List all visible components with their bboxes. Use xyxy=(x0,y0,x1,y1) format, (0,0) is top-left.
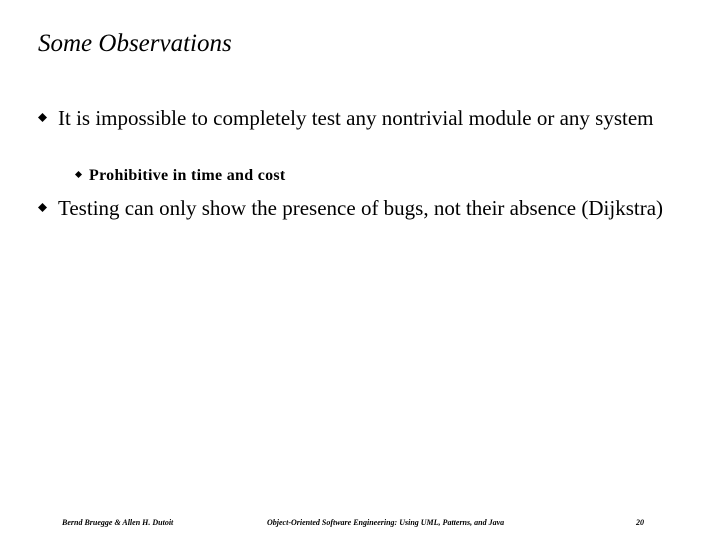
footer-page-number: 20 xyxy=(636,518,644,527)
diamond-bullet-icon xyxy=(38,203,47,212)
footer-authors: Bernd Bruegge & Allen H. Dutoit xyxy=(62,518,174,527)
diamond-bullet-icon xyxy=(38,113,47,122)
footer-book-title: Object-Oriented Software Engineering: Using UML, Patterns, and Java xyxy=(267,518,505,527)
small-diamond-bullet-icon xyxy=(75,171,82,178)
bullet-item xyxy=(38,194,678,222)
bullet-item xyxy=(38,104,678,132)
sub-bullet-text: Prohibitive in time and cost xyxy=(89,167,286,184)
sub-bullet-item xyxy=(75,165,675,187)
bullet-text: Testing can only show the presence of bugs, not their absence (Dijkstra) xyxy=(58,196,664,220)
slide-title: Some Observations xyxy=(38,30,232,57)
bullet-text: It is impossible to completely test any nontrivial module or any system xyxy=(58,106,654,130)
